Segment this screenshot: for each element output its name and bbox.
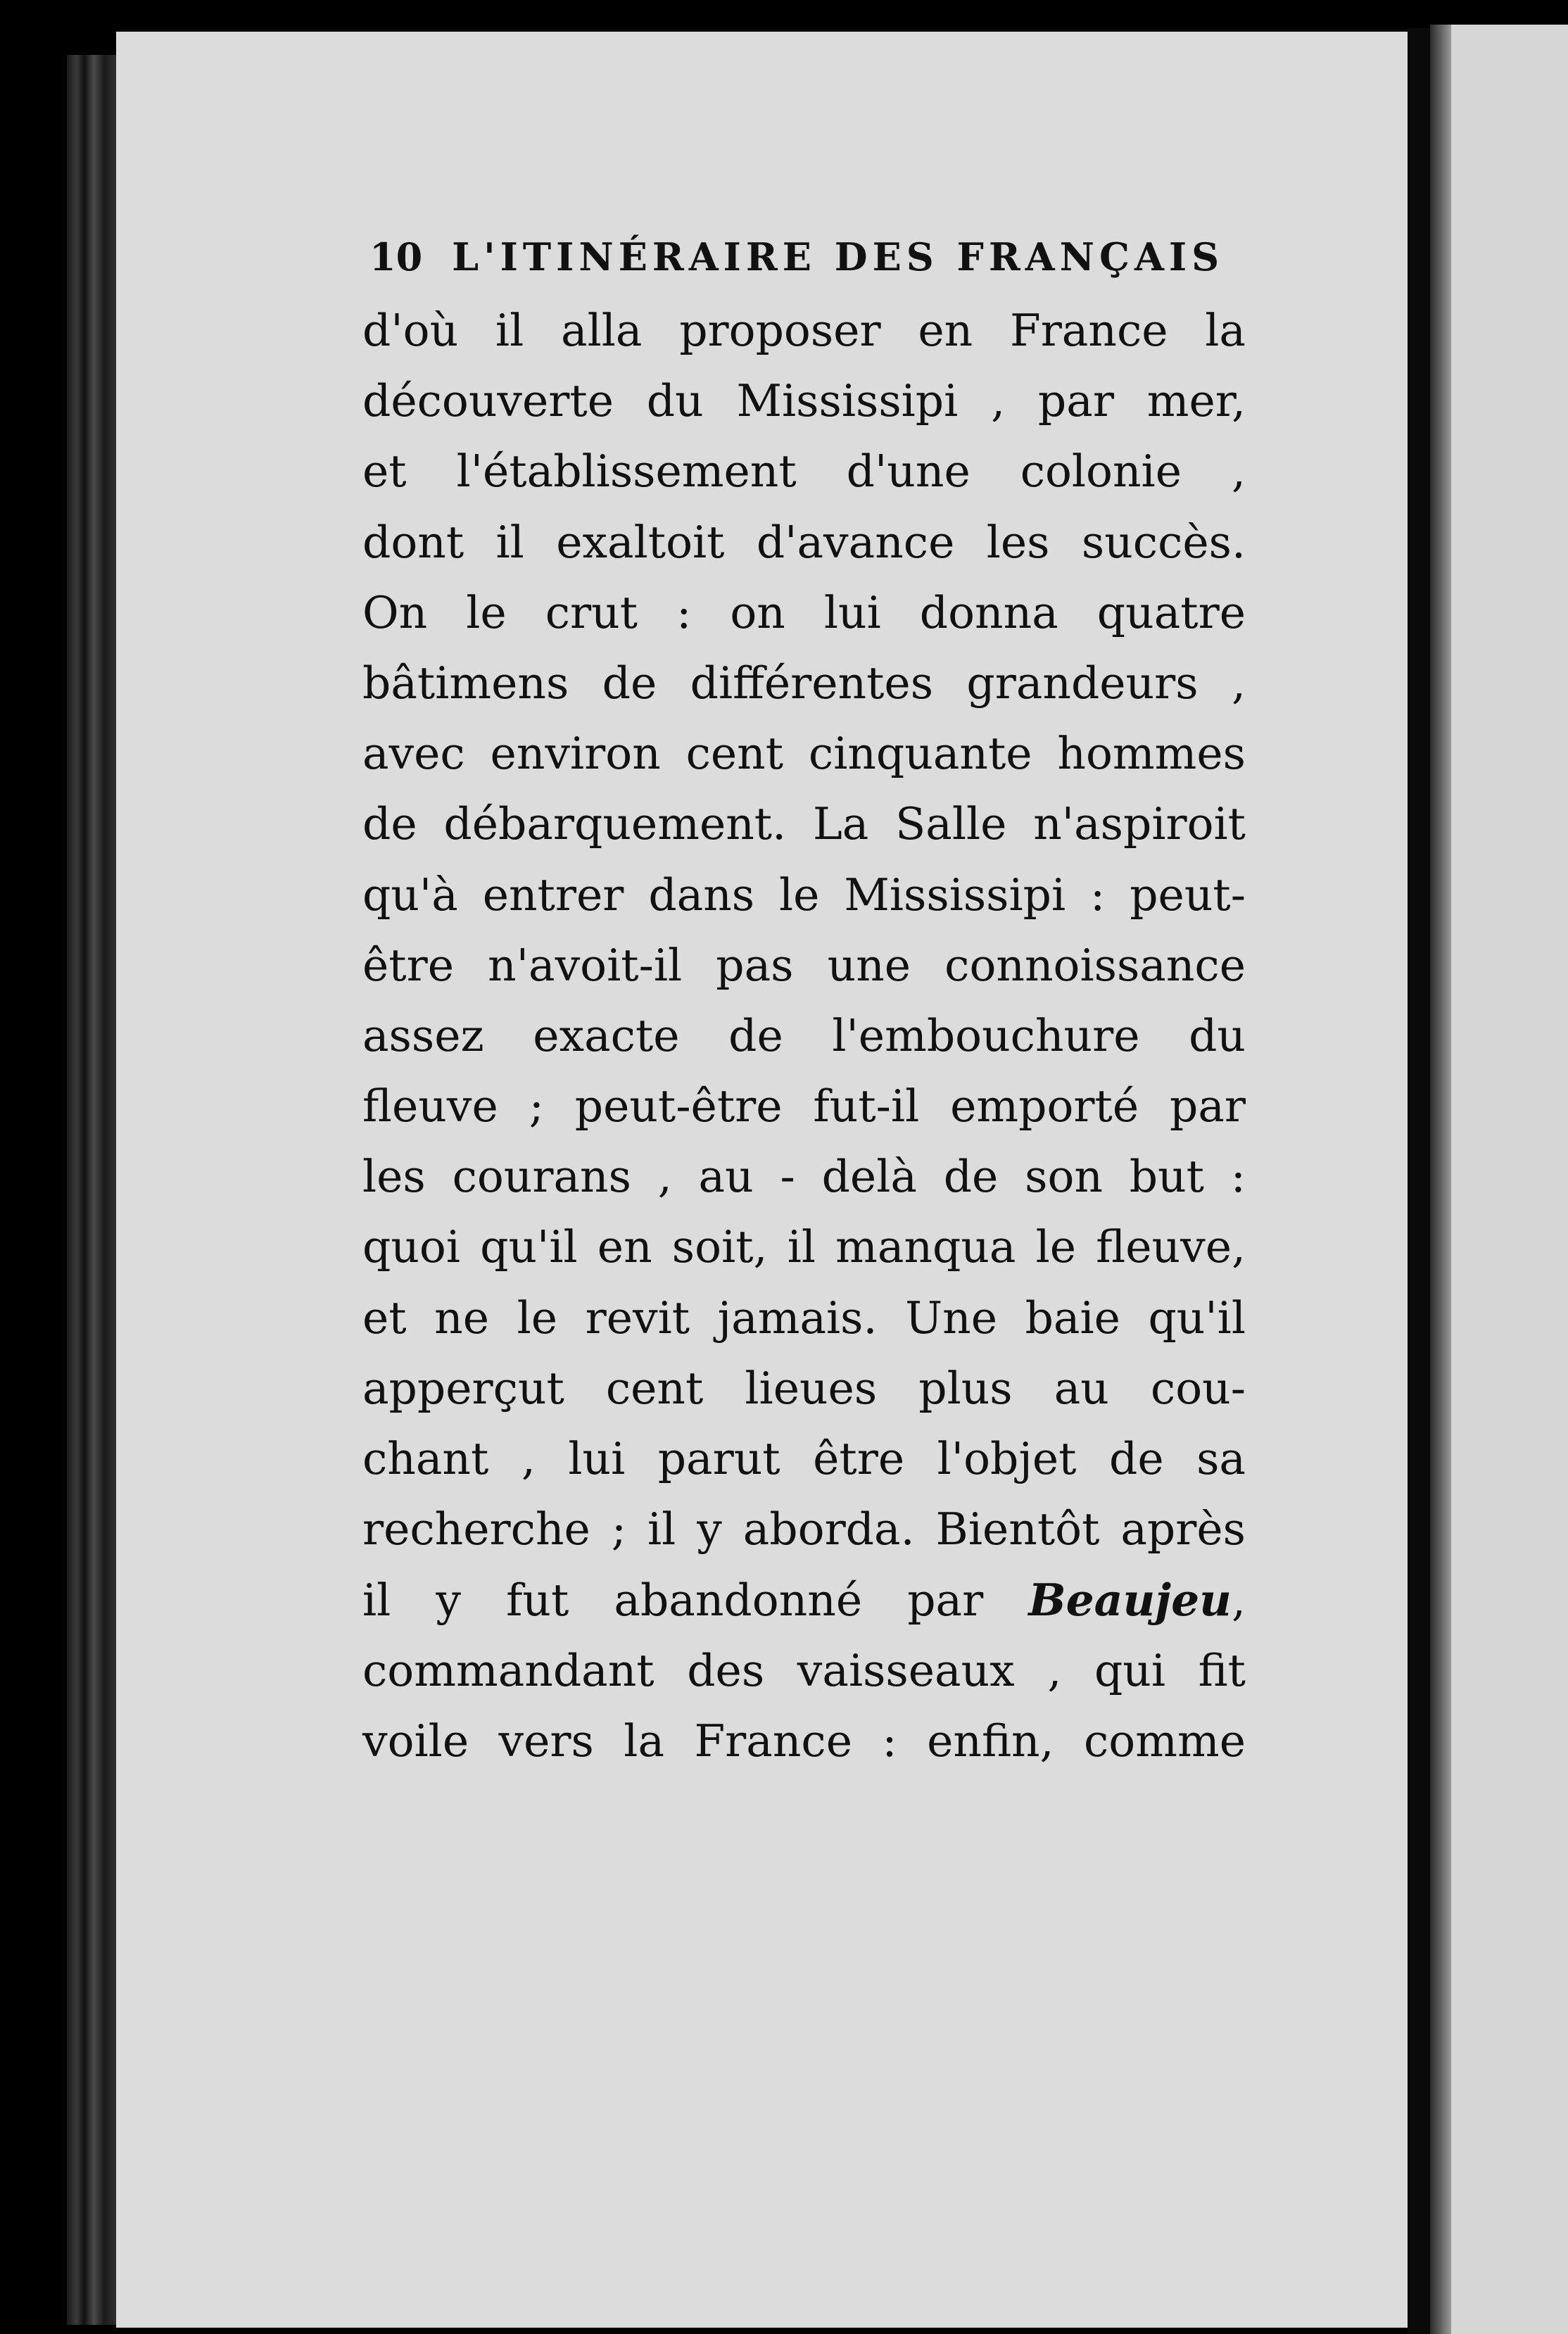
text-line: recherche ; il y aborda. Bientôt après bbox=[362, 1503, 1246, 1556]
page-number: 10 bbox=[369, 234, 423, 279]
text-line: assez exacte de l'embouchure du bbox=[362, 1009, 1246, 1061]
text-line: apperçut cent lieues plus au cou- bbox=[362, 1362, 1246, 1414]
text-line: quoi qu'il en soit, il manqua le fleuve, bbox=[362, 1221, 1246, 1273]
text-line: les courans , au - delà de son but : bbox=[362, 1151, 1246, 1203]
text-line: bâtimens de différentes grandeurs , bbox=[362, 657, 1246, 709]
text-line: voile vers la France : enfin, comme bbox=[362, 1715, 1246, 1767]
facing-page-edge bbox=[1430, 25, 1568, 2334]
text-line: commandant des vaisseaux , qui fit bbox=[362, 1644, 1246, 1696]
text-line: être n'avoit-il pas une connoissance bbox=[362, 939, 1246, 991]
facing-page-shadow bbox=[1430, 25, 1451, 2334]
text-line: fleuve ; peut-être fut-il emporté par bbox=[362, 1080, 1246, 1133]
text-line: chant , lui parut être l'objet de sa bbox=[362, 1433, 1246, 1484]
text-segment: il y fut abandonné par bbox=[362, 1575, 984, 1627]
text-line: dont il exaltoit d'avance les succès. bbox=[362, 516, 1246, 568]
running-title: L'ITINÉRAIRE DES FRANÇAIS bbox=[452, 234, 1225, 279]
body-text bbox=[362, 296, 1246, 1777]
text-line: d'où il alla proposer en France la bbox=[362, 305, 1246, 356]
text-line: avec environ cent cinquante hommes bbox=[362, 728, 1246, 780]
text-line: découverte du Mississipi , par mer, bbox=[362, 375, 1246, 427]
book-spine bbox=[67, 55, 116, 2325]
text-line: On le crut : on lui donna quatre bbox=[362, 586, 1246, 638]
text-line: et ne le revit jamais. Une baie qu'il bbox=[362, 1292, 1246, 1344]
italic-name: Beaujeu bbox=[1028, 1574, 1232, 1627]
text-line: de débarquement. La Salle n'aspiroit bbox=[362, 798, 1246, 850]
text-line: et l'établissement d'une colonie , bbox=[362, 446, 1246, 498]
punctuation: , bbox=[1231, 1575, 1246, 1627]
page-gutter bbox=[1408, 28, 1430, 2334]
text-line: qu'à entrer dans le Mississipi : peut- bbox=[362, 869, 1246, 921]
text-line-with-italic bbox=[362, 1565, 1246, 1635]
page-header bbox=[369, 225, 1242, 289]
